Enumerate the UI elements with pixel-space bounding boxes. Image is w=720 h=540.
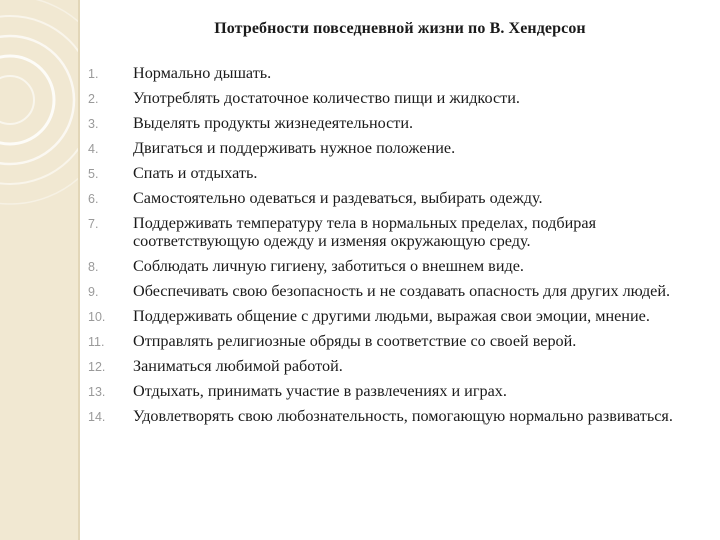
list-item-number: 9. [88,285,99,299]
list-item [88,257,716,275]
side-panel-edge [78,0,80,540]
list-item-text: Выделять продукты жизнедеятельности. [133,114,414,132]
list-item-number: 3. [88,117,99,131]
list-item-text: Отдыхать, принимать участие в развлечениях и играх. [133,382,507,400]
list-item [88,382,716,400]
list-item [88,189,716,207]
list-item-number: 7. [88,217,99,231]
list-item [88,64,716,82]
list-item-number: 8. [88,260,99,274]
list-item-text: Поддерживать общение с другими людьми, выражая свои эмоции, мнение. [133,307,650,325]
list-item-number: 10. [88,310,106,324]
slide-title: Потребности повседневной жизни по В. Хендерсон [214,20,586,37]
list-item-number: 13. [88,385,106,399]
list-item-text: Двигаться и поддерживать нужное положение. [133,139,456,157]
list-item-number: 4. [88,142,99,156]
list-item-text: Самостоятельно одеваться и раздеваться, выбирать одежду. [133,189,543,207]
list-item [88,332,716,350]
list-item-number: 6. [88,192,99,206]
list-item [88,357,716,375]
list-item-text: Поддерживать температуру тела в нормальных пределах, подбирая соответствующую одежду и изменяя окружающую среду. [133,214,597,250]
list-item-number: 2. [88,92,99,106]
list-item [88,139,716,157]
concentric-circles-icon [0,0,78,540]
list-item-text: Нормально дышать. [133,64,272,82]
list-item-text: Отправлять религиозные обряды в соответствие со своей верой. [133,332,577,350]
list-item-text: Соблюдать личную гигиену, заботиться о внешнем виде. [133,257,524,275]
list-item-number: 1. [88,67,99,81]
list-item-text: Употреблять достаточное количество пищи и жидкости. [133,89,520,107]
list-item [88,214,716,250]
list-item-number: 12. [88,360,106,374]
list-item [88,164,716,182]
side-decoration-panel [0,0,78,540]
list-item-number: 11. [88,335,105,349]
list-item [88,407,716,425]
list-item [88,282,716,300]
list-item [88,307,716,325]
list-item-text: Спать и отдыхать. [133,164,258,182]
list-item [88,114,716,132]
needs-list [88,64,716,432]
list-item-number: 5. [88,167,99,181]
list-item [88,89,716,107]
list-item-text: Обеспечивать свою безопасность и не создавать опасность для других людей. [133,282,671,300]
list-item-text: Удовлетворять свою любознательность, помогающую нормально развиваться. [133,407,673,425]
list-item-number: 14. [88,410,106,424]
list-item-text: Заниматься любимой работой. [133,357,343,375]
